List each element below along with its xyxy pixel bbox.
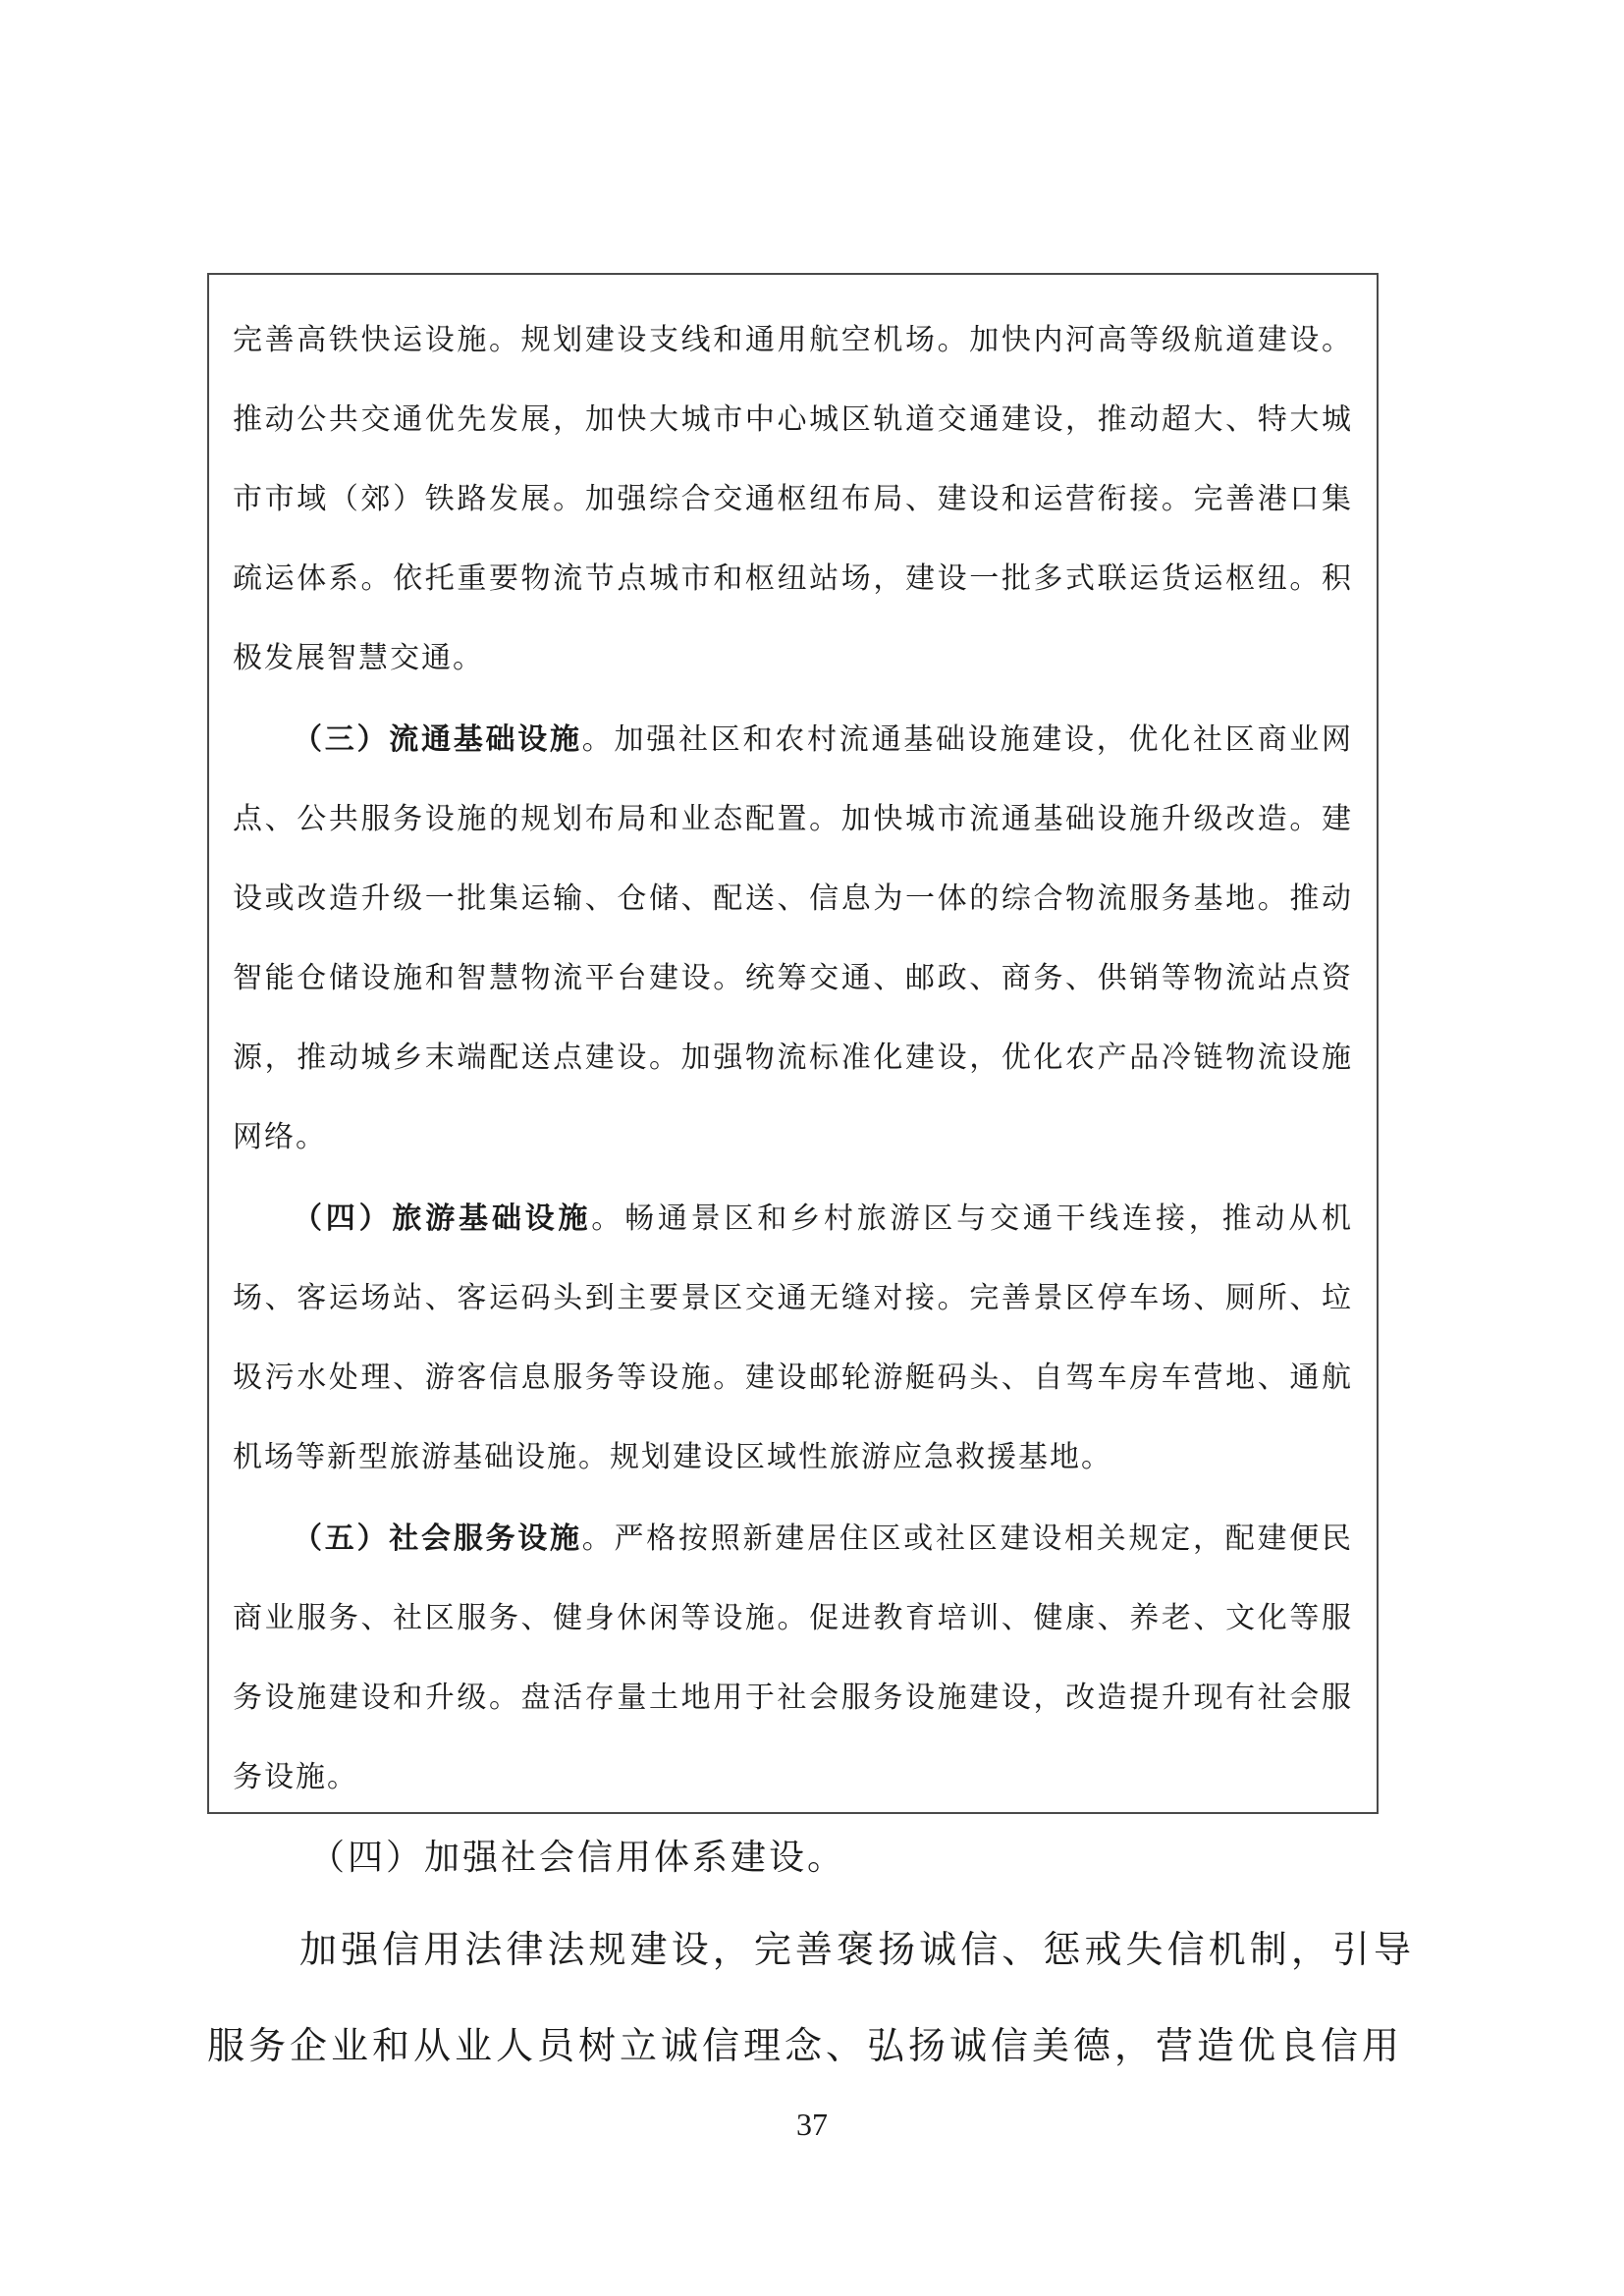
tourism-title: （四）旅游基础设施 — [293, 1201, 592, 1236]
social-services-title: （五）社会服务设施 — [293, 1522, 582, 1556]
box-paragraph-transport: 完善高铁快运设施。规划建设支线和通用航空机场。加快内河高等级航道建设。推动公共交通优先发展，加快大城市中心城区轨道交通建设，推动超大、特大城市市域（郊）铁路发展。加强综合交通枢纽布局、建设和运营衔接。完善港口集疏运体系。依托重要物流节点城市和枢纽站场，建设一批多式联运货运枢纽。积极发展智慧交通。 — [233, 323, 1353, 675]
circulation-body: 。加强社区和农村流通基础设施建设，优化社区商业网点、公共服务设施的规划布局和业态配置。加快城市流通基础设施升级改造。建设或改造升级一批集运输、仓储、配送、信息为一体的综合物流服务基地。推动智能仓储设施和智慧物流平台建设。统筹交通、邮政、商务、供销等物流站点资源，推动城乡末端配送点建设。加强物流标准化建设，优化农产品冷链物流设施网络。 — [233, 722, 1353, 1154]
tourism-body: 。畅通景区和乡村旅游区与交通干线连接，推动从机场、客运场站、客运码头到主要景区交通无缝对接。完善景区停车场、厕所、垃圾污水处理、游客信息服务等设施。建设邮轮游艇码头、自驾车房车营地、通航机场等新型旅游基础设施。规划建设区域性旅游应急救援基地。 — [233, 1201, 1354, 1474]
box-paragraph-tourism — [233, 1179, 1353, 1497]
section-heading: （四）加强社会信用体系建设。 — [309, 1838, 846, 1878]
circulation-title: （三）流通基础设施 — [293, 722, 582, 757]
social-services-body: 。严格按照新建居住区或社区建设相关规定，配建便民商业服务、社区服务、健身休闲等设施。促进教育培训、健康、养老、文化等服务设施建设和升级。盘活存量土地用于社会服务设施建设，改造提升现有社会服务设施。 — [233, 1522, 1353, 1794]
page-number: 37 — [796, 2107, 828, 2142]
section-body-paragraph: 加强信用法律法规建设，完善褒扬诚信、惩戒失信机制，引导服务企业和从业人员树立诚信理念、弘扬诚信美德，营造优良信用 — [207, 1928, 1415, 2067]
box-paragraph-social-services — [233, 1499, 1353, 1817]
boxed-text-panel — [207, 273, 1379, 1814]
box-paragraph-circulation — [233, 700, 1353, 1177]
